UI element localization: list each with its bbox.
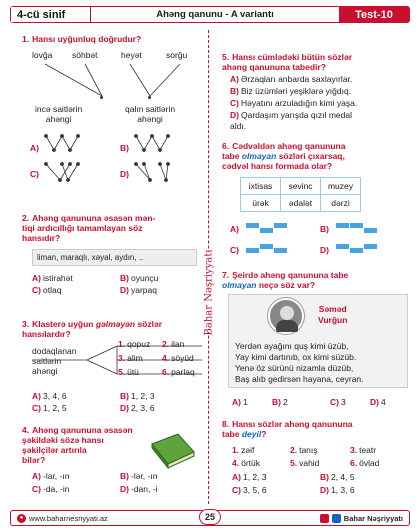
- q6-option-d[interactable]: D): [320, 245, 329, 255]
- q1-category-right: qalın saitlərin ahəngi: [125, 104, 176, 124]
- question-8: 8. Hansı sözlər ahəng qanununa tabe deyil?: [222, 419, 353, 439]
- poem-line-2: Yay kimi dartınıb, ox kimi süzüb.: [235, 352, 357, 362]
- q3-item-2: 2. ilan: [162, 339, 185, 349]
- q2-option-c[interactable]: C) otlaq: [32, 285, 62, 295]
- q6-option-a[interactable]: A): [230, 224, 239, 234]
- q3-item-4: 4. söyüd: [162, 353, 194, 363]
- q1-tree-diagrams: [40, 132, 200, 192]
- question-5: 5. Hansı cümlədəki bütün sözlər ahəng qanununa tabedir?: [222, 52, 353, 72]
- book-icon: [148, 430, 198, 470]
- q1-top-tree: [30, 62, 200, 102]
- q6-word-table: [240, 177, 361, 212]
- question-2: 2. Ahəng qanununa əsasən mən- tiqi ardıcıllığı tamamlayan söz hansıdır?: [22, 213, 156, 243]
- q8-item-3: 3. teatr: [350, 445, 377, 455]
- q3-item-5: 5. ütü: [118, 367, 139, 377]
- q1-word-3: heyət: [121, 50, 142, 60]
- q1-option-d[interactable]: D): [120, 169, 129, 179]
- q6-cell: ədalət: [281, 195, 321, 212]
- q4-option-b[interactable]: B) -lər, -ın: [120, 471, 158, 481]
- q6-b-shape: [350, 223, 363, 228]
- q8-option-c[interactable]: C) 3, 5, 6: [232, 485, 267, 495]
- q6-d-shape: [364, 244, 377, 249]
- q6-option-c[interactable]: C): [230, 245, 239, 255]
- question-7: 7. Şeirdə ahəng qanununa tabe olmayan neçə söz var?: [222, 270, 349, 290]
- q3-item-6: 6. parlaq: [162, 367, 195, 377]
- poem-line-1: Yerdən ayağını quş kimi üzüb,: [235, 341, 349, 351]
- q1-category-left: incə saitlərin ahəngi: [35, 104, 83, 124]
- q6-b-shape: [336, 223, 349, 228]
- q7-option-c[interactable]: C) 3: [330, 397, 346, 407]
- q6-c-shape: [274, 248, 287, 253]
- q6-cell: muzey: [321, 178, 361, 195]
- q6-a-shape: [246, 223, 259, 228]
- q8-item-1: 1. zəif: [232, 445, 255, 455]
- question-3: 3. Klasterə uyğun gəlməyən sözlər hansılardır?: [22, 319, 163, 339]
- q5-option-d[interactable]: D) Qardaşım yarışda qızıl medal aldı.: [230, 110, 352, 131]
- q6-cell: ixtisas: [241, 178, 281, 195]
- q8-item-2: 2. tanış: [290, 445, 318, 455]
- q4-option-c[interactable]: C) -da, -in: [32, 484, 70, 494]
- q8-item-4: 4. örtük: [232, 458, 260, 468]
- q8-item-6: 6. övlad: [350, 458, 380, 468]
- q4-option-a[interactable]: A) -lar, -ın: [32, 471, 70, 481]
- question-1: 1. Hansı uyğunluq doğrudur?: [22, 34, 142, 44]
- q6-option-b[interactable]: B): [320, 224, 329, 234]
- q2-sequence-box: liman, maraqlı, xəyal, aydın, ..: [32, 249, 197, 266]
- footer-social[interactable]: Bahar Nəşriyyatı: [320, 514, 403, 523]
- q3-option-d[interactable]: D) 2, 3, 6: [120, 403, 155, 413]
- q5-option-a[interactable]: A) Ərzaqları anbarda saxlayırlar.: [230, 74, 353, 84]
- q6-cell: dərzi: [321, 195, 361, 212]
- q6-c-shape: [246, 248, 259, 253]
- q2-option-b[interactable]: B) oyunçu: [120, 273, 159, 283]
- page-header: [10, 6, 410, 23]
- q6-cell: ürək: [241, 195, 281, 212]
- q8-item-5: 5. vahid: [290, 458, 320, 468]
- q1-option-c[interactable]: C): [30, 169, 39, 179]
- grade-label: 4-cü sinif: [11, 7, 91, 22]
- q1-option-a[interactable]: A): [30, 143, 39, 153]
- page-number: 25: [199, 509, 221, 525]
- q6-b-shape: [364, 228, 377, 233]
- test-label: Test-10: [339, 7, 409, 22]
- topic-title: Ahəng qanunu - A variantı: [156, 9, 274, 20]
- facebook-icon: [332, 514, 341, 523]
- q7-option-d[interactable]: D) 4: [370, 397, 386, 407]
- poem-line-3: Yenə öz sürünü nizamla düzüb,: [235, 363, 354, 373]
- question-6: 6. Cədvəldən ahəng qanununa tabe olmayan sözləri çıxarsaq, cədvəl hansı formada olar?: [222, 141, 346, 171]
- q3-option-a[interactable]: A) 3, 4, 6: [32, 391, 67, 401]
- q4-option-d[interactable]: D) -dan, -i: [120, 484, 158, 494]
- q7-option-b[interactable]: B) 2: [272, 397, 288, 407]
- q3-item-3: 3. alim: [118, 353, 143, 363]
- q8-option-a[interactable]: A) 1, 2, 3: [232, 472, 267, 482]
- q6-cell: sevinc: [281, 178, 321, 195]
- q3-option-c[interactable]: C) 1, 2, 5: [32, 403, 67, 413]
- q1-word-4: sorğu: [166, 50, 188, 60]
- globe-icon: ●: [17, 514, 26, 523]
- q2-option-a[interactable]: A) istirahət: [32, 273, 73, 283]
- q1-word-2: söhbət: [72, 50, 98, 60]
- q6-a-shape: [274, 223, 287, 228]
- footer-website[interactable]: ● www.baharnesriyyati.az: [17, 514, 108, 523]
- q6-c-shape: [260, 244, 273, 249]
- q8-option-b[interactable]: B) 2, 4, 5: [320, 472, 355, 482]
- q5-option-c[interactable]: C) Həyatını arzuladığın kimi yaşa.: [230, 98, 358, 108]
- question-4: 4. Ahəng qanununa əsasən şəkildəki sözə hansı şəkilçilər artırıla bilər?: [22, 425, 133, 465]
- q8-option-d[interactable]: D) 1, 3, 6: [320, 485, 355, 495]
- side-brand: Bahar Nəşriyyatı: [198, 252, 220, 332]
- q1-option-b[interactable]: B): [120, 143, 129, 153]
- q3-item-1: 1. qopuz: [118, 339, 151, 349]
- q1-word-1: lovğa: [32, 50, 53, 60]
- q6-a-shape: [260, 228, 273, 233]
- q7-option-a[interactable]: A) 1: [232, 397, 248, 407]
- poem-line-4: Baş alıb gedirsən hayana, ceyran.: [235, 374, 364, 384]
- q3-option-b[interactable]: B) 1, 2, 3: [120, 391, 155, 401]
- q2-option-d[interactable]: D) yarpaq: [120, 285, 157, 295]
- q6-d-shape: [350, 248, 363, 253]
- q5-option-b[interactable]: B) Biz üzümləri yeşiklərə yığdıq.: [230, 86, 352, 96]
- q3-cluster-label: dodaqlanan saitlərin ahəngi: [32, 346, 77, 376]
- author-portrait: [268, 298, 304, 334]
- author-name: Səməd Vurğun: [318, 304, 348, 325]
- q6-d-shape: [336, 244, 349, 249]
- instagram-icon: [320, 514, 329, 523]
